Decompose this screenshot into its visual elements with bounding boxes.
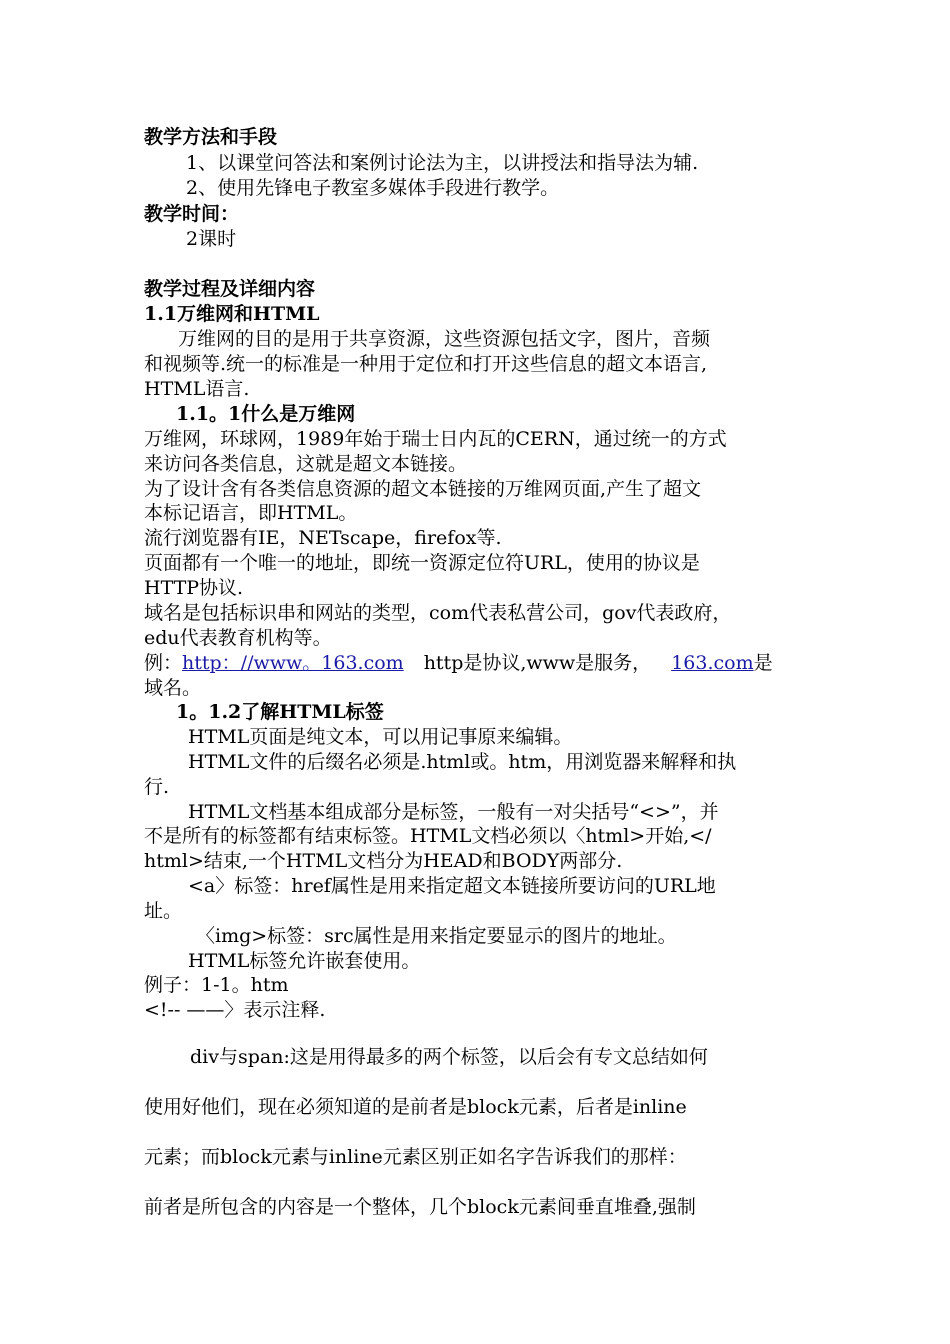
example-prefix: 例： [144, 652, 183, 674]
www-line: 本标记语言，即HTML。 [144, 502, 358, 524]
tag-line: 行. [144, 776, 170, 798]
example-middle: http是协议,www是服务， [423, 652, 652, 674]
tag-line: html>结束,一个HTML文档分为HEAD和BODY两部分. [144, 850, 623, 872]
www-line: 页面都有一个唯一的地址，即统一资源定位符URL，使用的协议是 [144, 552, 700, 574]
section-1-1-2-heading: 1。1.2了解HTML标签 [176, 701, 384, 723]
tag-line: <a〉标签：href属性是用来指定超文本链接所要访问的URL地 [188, 875, 716, 897]
method-item-2: 2、使用先锋电子教室多媒体手段进行教学。 [186, 177, 560, 199]
domain-link[interactable]: 163.com [671, 652, 754, 674]
section-1-1-1-heading: 1.1。1什么是万维网 [176, 403, 356, 425]
example-continuation: 域名。 [144, 677, 202, 699]
time-heading: 教学时间： [144, 203, 240, 225]
tag-line: HTML页面是纯文本，可以用记事原来编辑。 [188, 726, 573, 748]
www-line: 域名是包括标识串和网站的类型，com代表私营公司，gov代表政府， [144, 602, 732, 624]
div-span-line: 前者是所包含的内容是一个整体，几个block元素间垂直堆叠,强制 [144, 1196, 696, 1218]
intro-line-2: 和视频等.统一的标准是一种用于定位和打开这些信息的超文本语言, [144, 353, 708, 375]
example-line [144, 650, 773, 676]
methods-heading: 教学方法和手段 [144, 126, 278, 148]
tag-line: <!-- ——〉表示注释. [144, 999, 326, 1021]
tag-line: HTML文档基本组成部分是标签，一般有一对尖括号“<>”，并 [188, 801, 719, 823]
tag-line: HTML标签允许嵌套使用。 [188, 950, 421, 972]
www-line: 万维网，环球网，1989年始于瑞士日内瓦的CERN，通过统一的方式 [144, 428, 727, 450]
example-url-link[interactable]: http：//www。163.com [182, 652, 404, 674]
section-1-1-heading: 1.1万维网和HTML [144, 303, 320, 325]
process-heading: 教学过程及详细内容 [144, 278, 316, 300]
tag-line: 〈img>标签：src属性是用来指定要显示的图片的地址。 [196, 925, 677, 947]
www-line: edu代表教育机构等。 [144, 627, 332, 649]
www-line: 流行浏览器有IE，NETscape，firefox等. [144, 527, 502, 549]
www-line: 为了设计含有各类信息资源的超文本链接的万维网页面,产生了超文 [144, 478, 702, 500]
example-suffix: 是 [753, 652, 773, 674]
div-span-line: div与span:这是用得最多的两个标签，以后会有专文总结如何 [190, 1046, 708, 1068]
www-line: HTTP协议. [144, 577, 244, 599]
div-span-line: 元素；而block元素与inline元素区别正如名字告诉我们的那样： [144, 1146, 687, 1168]
intro-line-3: HTML语言. [144, 378, 250, 400]
tag-line: 例子：1-1。htm [144, 974, 289, 996]
tag-line: HTML文件的后缀名必须是.html或。htm，用浏览器来解释和执 [188, 751, 737, 773]
div-span-line: 使用好他们，现在必须知道的是前者是block元素，后者是inline [144, 1096, 687, 1118]
tag-line: 址。 [144, 900, 183, 922]
tag-line: 不是所有的标签都有结束标签。HTML文档必须以〈html>开始,</ [144, 825, 712, 847]
www-line: 来访问各类信息，这就是超文本链接。 [144, 453, 468, 475]
intro-line-1: 万维网的目的是用于共享资源，这些资源包括文字，图片，音频 [178, 328, 711, 350]
method-item-1: 1、以课堂问答法和案例讨论法为主，以讲授法和指导法为辅. [186, 152, 699, 174]
time-value: 2课时 [186, 228, 237, 250]
